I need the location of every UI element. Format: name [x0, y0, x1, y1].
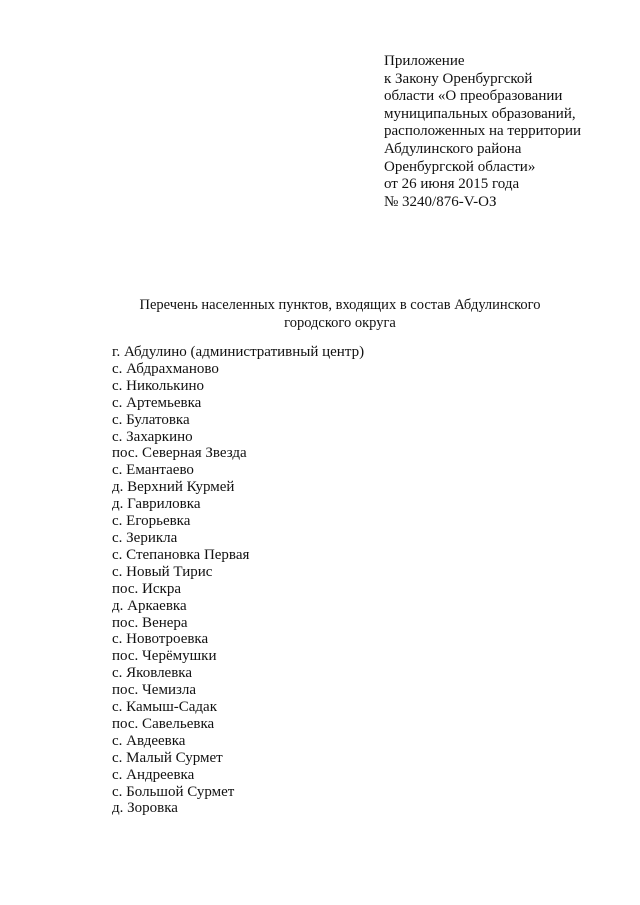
list-item: с. Большой Сурмет [112, 783, 235, 800]
list-item: пос. Черёмушки [112, 648, 217, 665]
list-item: с. Новый Тирис [112, 563, 213, 580]
list-item: с. Андреевка [112, 766, 195, 783]
appendix-line: Приложение [384, 53, 465, 69]
appendix-line: области «О преобразовании [384, 88, 563, 105]
list-item: д. Зоровка [112, 800, 178, 817]
list-item: пос. Северная Звезда [112, 445, 247, 462]
list-item: д. Аркаевка [112, 597, 187, 614]
list-item: с. Камыш-Садак [112, 699, 217, 716]
list-item: с. Малый Сурмет [112, 749, 223, 766]
list-item: с. Авдеевка [112, 732, 186, 749]
appendix-header [384, 53, 624, 211]
list-item: с. Артемьевка [112, 394, 202, 411]
appendix-line: расположенных на территории [384, 123, 582, 140]
appendix-number: № 3240/876-V-ОЗ [384, 193, 497, 210]
list-item: д. Гавриловка [112, 496, 201, 513]
list-item: с. Булатовка [112, 411, 190, 428]
list-item: с. Емантаево [112, 462, 194, 479]
list-item: с. Яковлевка [112, 665, 193, 682]
appendix-line: муниципальных образований, [384, 105, 576, 122]
document-title [60, 297, 620, 332]
list-item: с. Зерикла [112, 529, 178, 546]
appendix-line: Абдулинского района [384, 140, 522, 157]
list-item: пос. Венера [112, 614, 188, 631]
list-item: пос. Искра [112, 580, 181, 597]
list-item: с. Захаркино [112, 428, 193, 445]
list-item: с. Новотроевка [112, 631, 209, 648]
list-item: пос. Савельевка [112, 715, 215, 732]
list-item: пос. Чемизла [112, 682, 197, 699]
appendix-line: Оренбургской области» [384, 158, 536, 175]
settlements-list [112, 344, 364, 817]
list-item: г. Абдулино (административный центр) [112, 344, 365, 360]
appendix-line: к Закону Оренбургской [384, 70, 533, 87]
appendix-date: от 26 июня 2015 года [384, 176, 520, 193]
list-item: с. Абдрахманово [112, 360, 219, 377]
title-line: Перечень населенных пунктов, входящих в состав Абдулинского [139, 297, 541, 313]
list-item: с. Николькино [112, 377, 205, 394]
list-item: д. Верхний Курмей [112, 479, 235, 496]
list-item: с. Степановка Первая [112, 546, 250, 563]
list-item: с. Егорьевка [112, 513, 191, 530]
title-line: городского округа [284, 314, 396, 331]
